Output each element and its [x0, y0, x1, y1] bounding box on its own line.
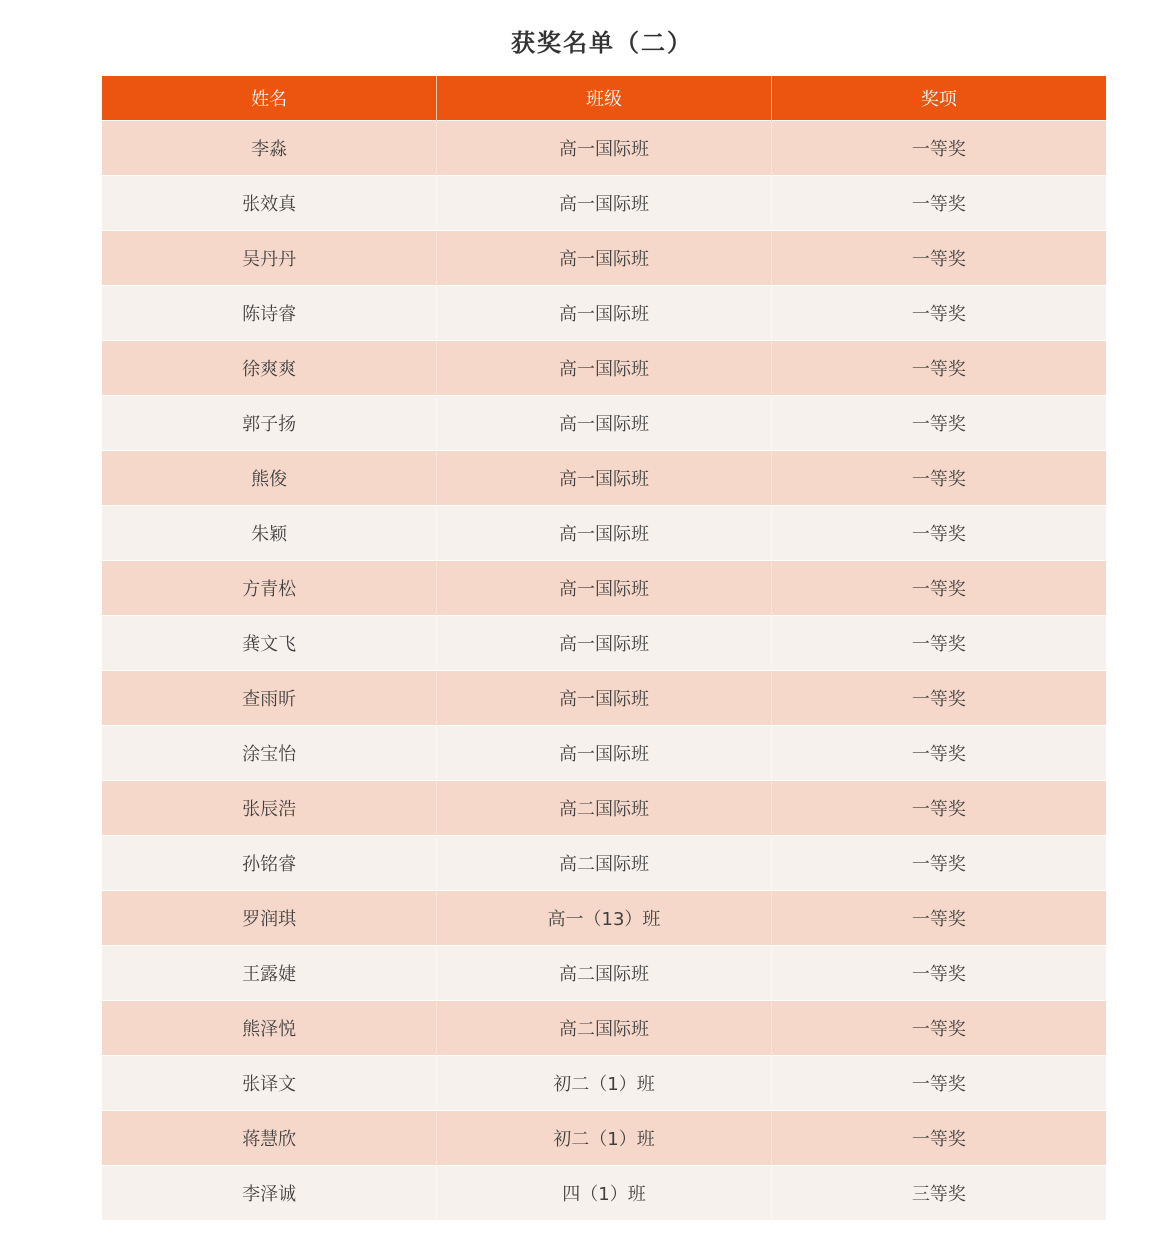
table-row: [102, 1166, 1106, 1221]
table-row: [102, 1056, 1106, 1111]
cell-name: 张效真: [102, 176, 437, 231]
cell-class: 高一国际班: [437, 286, 772, 341]
cell-award: 一等奖: [771, 671, 1106, 726]
cell-name: 孙铭睿: [102, 836, 437, 891]
cell-name: 熊俊: [102, 451, 437, 506]
cell-award: 一等奖: [771, 341, 1106, 396]
cell-name: 罗润琪: [102, 891, 437, 946]
table-row: [102, 396, 1106, 451]
cell-award: 一等奖: [771, 1111, 1106, 1166]
cell-class: 高一国际班: [437, 506, 772, 561]
column-header-class: 班级: [437, 76, 772, 121]
cell-award: 一等奖: [771, 1056, 1106, 1111]
cell-award: 一等奖: [771, 781, 1106, 836]
cell-award: 一等奖: [771, 451, 1106, 506]
cell-name: 张辰浩: [102, 781, 437, 836]
column-header-award: 奖项: [771, 76, 1106, 121]
cell-class: 高一国际班: [437, 396, 772, 451]
cell-name: 查雨昕: [102, 671, 437, 726]
cell-class: 初二（1）班: [437, 1056, 772, 1111]
table-header-row: [102, 76, 1106, 121]
table-row: [102, 946, 1106, 1001]
cell-award: 一等奖: [771, 396, 1106, 451]
cell-name: 陈诗睿: [102, 286, 437, 341]
cell-class: 高二国际班: [437, 836, 772, 891]
cell-class: 高一国际班: [437, 726, 772, 781]
cell-class: 高二国际班: [437, 1001, 772, 1056]
column-header-name: 姓名: [102, 76, 437, 121]
cell-class: 高二国际班: [437, 946, 772, 1001]
cell-award: 一等奖: [771, 121, 1106, 176]
award-list-table: [102, 76, 1106, 1220]
cell-name: 熊泽悦: [102, 1001, 437, 1056]
cell-award: 三等奖: [771, 1166, 1106, 1221]
cell-award: 一等奖: [771, 231, 1106, 286]
table-row: [102, 891, 1106, 946]
cell-award: 一等奖: [771, 176, 1106, 231]
cell-class: 高一国际班: [437, 176, 772, 231]
cell-award: 一等奖: [771, 286, 1106, 341]
table-header: [102, 76, 1106, 121]
cell-class: 高一国际班: [437, 671, 772, 726]
page-title: 获奖名单（二）: [511, 29, 693, 57]
cell-class: 初二（1）班: [437, 1111, 772, 1166]
table-body: [102, 121, 1106, 1221]
cell-class: 高一国际班: [437, 231, 772, 286]
cell-class: 高一国际班: [437, 121, 772, 176]
table-row: [102, 121, 1106, 176]
cell-name: 方青松: [102, 561, 437, 616]
cell-name: 李淼: [102, 121, 437, 176]
table-row: [102, 561, 1106, 616]
cell-class: 高一国际班: [437, 341, 772, 396]
cell-class: 高一国际班: [437, 561, 772, 616]
cell-award: 一等奖: [771, 836, 1106, 891]
cell-name: 朱颖: [102, 506, 437, 561]
cell-class: 高一国际班: [437, 451, 772, 506]
table-row: [102, 451, 1106, 506]
table-row: [102, 726, 1106, 781]
cell-name: 涂宝怡: [102, 726, 437, 781]
cell-class: 高一国际班: [437, 616, 772, 671]
cell-award: 一等奖: [771, 726, 1106, 781]
table-row: [102, 781, 1106, 836]
cell-class: 高一（13）班: [437, 891, 772, 946]
cell-award: 一等奖: [771, 506, 1106, 561]
table-row: [102, 506, 1106, 561]
table-row: [102, 231, 1106, 286]
cell-award: 一等奖: [771, 616, 1106, 671]
table-row: [102, 1111, 1106, 1166]
cell-name: 徐爽爽: [102, 341, 437, 396]
cell-award: 一等奖: [771, 1001, 1106, 1056]
cell-award: 一等奖: [771, 891, 1106, 946]
cell-award: 一等奖: [771, 946, 1106, 1001]
table-row: [102, 671, 1106, 726]
cell-class: 四（1）班: [437, 1166, 772, 1221]
cell-name: 张译文: [102, 1056, 437, 1111]
cell-name: 吴丹丹: [102, 231, 437, 286]
cell-name: 龚文飞: [102, 616, 437, 671]
cell-name: 王露婕: [102, 946, 437, 1001]
table-row: [102, 286, 1106, 341]
table-row: [102, 341, 1106, 396]
table-row: [102, 836, 1106, 891]
cell-class: 高二国际班: [437, 781, 772, 836]
cell-name: 郭子扬: [102, 396, 437, 451]
cell-award: 一等奖: [771, 561, 1106, 616]
table-row: [102, 616, 1106, 671]
cell-name: 蒋慧欣: [102, 1111, 437, 1166]
cell-name: 李泽诚: [102, 1166, 437, 1221]
table-row: [102, 176, 1106, 231]
table-row: [102, 1001, 1106, 1056]
